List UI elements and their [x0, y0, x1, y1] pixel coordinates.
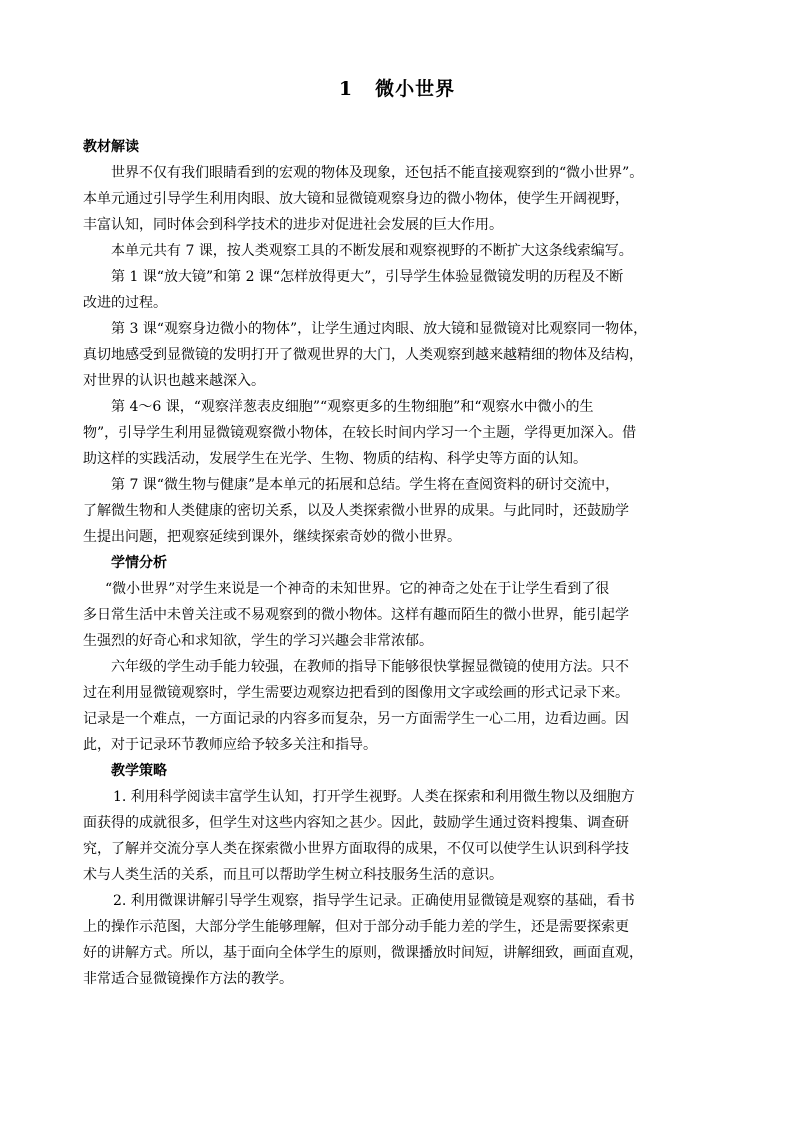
paragraph	[83, 394, 728, 472]
paragraph-line: 1. 利用科学阅读丰富学生认知，打开学生视野。人类在探索和利用微生物以及细胞方	[113, 789, 635, 805]
paragraph-line: 世界不仅有我们眼睛看到的宏观的物体及现象，还包括不能直接观察到的“微小世界”。	[111, 165, 644, 181]
paragraph-line: 2. 利用微课讲解引导学生观察，指导学生记录。正确使用显微镜是观察的基础，看书	[113, 893, 635, 909]
section-heading-learner-analysis: 学情分析	[111, 555, 167, 571]
paragraph-line: 真切地感受到显微镜的发明打开了微观世界的大门，人类观察到越来越精细的物体及结构，	[83, 347, 643, 363]
paragraph-line: 了解微生物和人类健康的密切关系，以及人类探索微小世界的成果。与此同时，还鼓励学	[83, 503, 629, 519]
paragraph	[83, 264, 728, 316]
paragraph-line: 第 7 课“微生物与健康”是本单元的拓展和总结。学生将在查阅资料的研讨交流中，	[111, 477, 620, 493]
paragraph-line: 究，了解并交流分享人类在探索微小世界方面取得的成果，不仅可以使学生认识到科学技	[83, 841, 629, 857]
title-number: 1	[338, 78, 354, 100]
paragraph-line: 面获得的成就很多，但学生对这些内容知之甚少。因此，鼓励学生通过资料搜集、调查研	[83, 815, 629, 831]
paragraph	[83, 654, 728, 758]
paragraph-line: 上的操作示范图，大部分学生能够理解，但对于部分动手能力差的学生，还是需要探索更	[83, 919, 629, 935]
paragraph-line: 术与人类生活的关系，而且可以帮助学生树立科技服务生活的意识。	[83, 867, 503, 883]
paragraph	[83, 888, 728, 992]
paragraph-line: 多日常生活中未曾关注或不易观察到的微小物体。这样有趣而陌生的微小世界，能引起学	[83, 607, 629, 623]
paragraph	[83, 784, 728, 888]
paragraph-line: 生提出问题，把观察延续到课外，继续探索奇妙的微小世界。	[83, 529, 461, 545]
paragraph-line: 好的讲解方式。所以，基于面向全体学生的原则，微课播放时间短，讲解细致，画面直观，	[83, 945, 643, 961]
paragraph-line: 非常适合显微镜操作方法的教学。	[83, 971, 293, 987]
paragraph-line: 过在利用显微镜观察时，学生需要边观察边把看到的图像用文字或绘画的形式记录下来。	[83, 685, 629, 701]
document-body	[83, 134, 728, 992]
paragraph-line: 此，对于记录环节教师应给予较多关注和指导。	[83, 737, 377, 753]
section-heading-textbook-interpretation: 教材解读	[83, 139, 139, 155]
paragraph-line: 本单元共有 7 课，按人类观察工具的不断发展和观察视野的不断扩大这条线索编写。	[111, 243, 633, 259]
paragraph-line: 第 3 课“观察身边微小的物体”，让学生通过肉眼、放大镜和显微镜对比观察同一物体，	[111, 321, 648, 337]
paragraph-line: “微小世界”对学生来说是一个神奇的未知世界。它的神奇之处在于让学生看到了很	[105, 581, 610, 597]
paragraph-line: 第 4～6 课，“观察洋葱表皮细胞”“观察更多的生物细胞”和“观察水中微小的生	[111, 399, 594, 415]
paragraph-line: 六年级的学生动手能力较强，在教师的指导下能够很快掌握显微镜的使用方法。只不	[111, 659, 629, 675]
page-title	[0, 74, 794, 104]
paragraph-line: 丰富认知，同时体会到科学技术的进步对促进社会发展的巨大作用。	[83, 217, 503, 233]
paragraph	[83, 160, 728, 238]
paragraph-line: 第 1 课“放大镜”和第 2 课“怎样放得更大”，引导学生体验显微镜发明的历程及不断	[111, 269, 624, 285]
paragraph-line: 记录是一个难点，一方面记录的内容多而复杂，另一方面需学生一心二用，边看边画。因	[83, 711, 629, 727]
paragraph-line: 对世界的认识也越来越深入。	[83, 373, 265, 389]
section-heading-teaching-strategy: 教学策略	[111, 763, 167, 779]
paragraph-line: 改进的过程。	[83, 295, 167, 311]
paragraph-line: 物”，引导学生利用显微镜观察微小物体，在较长时间内学习一个主题，学得更加深入。借	[83, 425, 637, 441]
paragraph	[83, 472, 728, 550]
paragraph	[83, 576, 728, 654]
paragraph-line: 助这样的实践活动，发展学生在光学、生物、物质的结构、科学史等方面的认知。	[83, 451, 587, 467]
title-text: 微小世界	[375, 78, 456, 100]
paragraph-line: 本单元通过引导学生利用肉眼、放大镜和显微镜观察身边的微小物体，使学生开阔视野，	[83, 191, 629, 207]
paragraph	[83, 238, 728, 264]
paragraph	[83, 316, 728, 394]
paragraph-line: 生强烈的好奇心和求知欲，学生的学习兴趣会非常浓郁。	[83, 633, 433, 649]
